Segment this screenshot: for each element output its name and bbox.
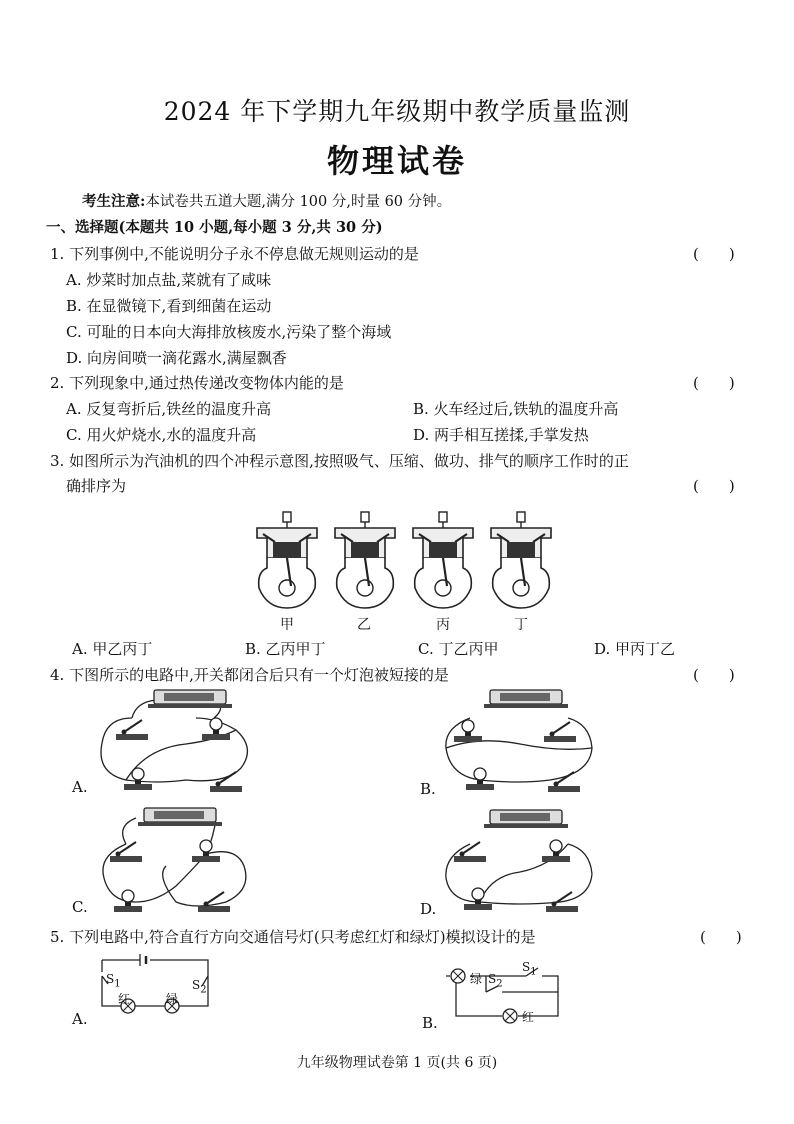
q5a-green-label: 绿 — [166, 992, 179, 1006]
q2-option-b: B. 火车经过后,铁轨的温度升高 — [413, 400, 619, 418]
circuit-d-figure — [440, 806, 610, 916]
q2-answer-paren: ( ) — [693, 374, 735, 392]
q5b-s1-letter: S — [522, 960, 531, 974]
circuit-b-figure — [440, 688, 610, 798]
q5-answer-paren: ( ) — [700, 928, 742, 946]
q3-option-b: B. 乙丙甲丁 — [245, 640, 326, 658]
subject-title: 物理试卷 — [326, 142, 467, 180]
notice-text: 本试卷共五道大题,满分 100 分,时量 60 分钟。 — [145, 194, 452, 210]
q5b-s1-sub: 1 — [530, 966, 537, 978]
q3-option-d: D. 甲丙丁乙 — [594, 640, 676, 658]
q5b-red-label: 红 — [522, 1010, 535, 1024]
circuit-a-figure — [96, 688, 266, 798]
engine-stroke-yi — [335, 512, 395, 608]
circuit-label-b: B. — [420, 780, 436, 798]
page-footer: 九年级物理试卷第 1 页(共 6 页) — [296, 1055, 498, 1071]
q5a-s1-label — [106, 972, 121, 989]
engine-label-yi: 乙 — [357, 617, 371, 633]
q5a-red-label: 红 — [118, 992, 131, 1006]
q1-option-b: B. 在显微镜下,看到细菌在运动 — [66, 297, 272, 315]
engine-label-jia: 甲 — [280, 617, 294, 633]
circuit-label-d: D. — [420, 900, 437, 918]
q3-stem-line2: 确排序为 — [66, 477, 127, 495]
q1-stem: 1. 下列事例中,不能说明分子永不停息做无规则运动的是 — [50, 245, 419, 263]
q5-circuit-b-figure — [446, 962, 566, 1028]
engine-stroke-jia — [257, 512, 317, 608]
q1-option-a: A. 炒菜时加点盐,菜就有了咸味 — [66, 271, 272, 289]
q2-option-d: D. 两手相互搓揉,手掌发热 — [413, 426, 589, 444]
exam-title: 2024 年下学期九年级期中教学质量监测 — [163, 97, 631, 126]
q1-option-d: D. 向房间喷一滴花露水,满屋飘香 — [66, 349, 287, 367]
q3-stem-line1: 3. 如图所示为汽油机的四个冲程示意图,按照吸气、压缩、做功、排气的顺序工作时的正 — [50, 452, 629, 470]
exam-notice — [82, 190, 451, 211]
q5a-s2-letter: S — [192, 978, 201, 992]
q5a-s2-label — [192, 978, 207, 995]
q3-answer-paren: ( ) — [693, 477, 735, 495]
q4-answer-paren: ( ) — [693, 666, 735, 684]
q5b-s2-letter: S — [488, 972, 497, 986]
q5b-s2-sub: 2 — [496, 978, 503, 990]
engine-strokes-figure — [255, 510, 555, 615]
q5b-s2-label — [488, 972, 503, 989]
q5b-green-label: 绿 — [470, 972, 483, 986]
engine-stroke-bing — [413, 512, 473, 608]
q5b-s1-label — [522, 960, 537, 977]
q3-option-c: C. 丁乙丙甲 — [418, 640, 499, 658]
q5-stem: 5. 下列电路中,符合直行方向交通信号灯(只考虑红灯和绿灯)模拟设计的是 — [50, 928, 536, 946]
q5a-s2-sub: 2 — [200, 984, 207, 996]
circuit-label-c: C. — [72, 898, 88, 916]
circuit-c-figure — [96, 806, 266, 916]
section-heading: 一、选择题(本题共 10 小题,每小题 3 分,共 30 分) — [46, 219, 383, 236]
q2-option-a: A. 反复弯折后,铁丝的温度升高 — [66, 400, 272, 418]
notice-label: 考生注意: — [82, 193, 146, 210]
circuit-label-a: A. — [72, 778, 88, 796]
engine-label-ding: 丁 — [514, 617, 528, 633]
q5a-s1-letter: S — [106, 972, 115, 986]
q3-option-a: A. 甲乙丙丁 — [72, 640, 153, 658]
q5-figure-label-a: A. — [72, 1010, 88, 1028]
q5a-s1-sub: 1 — [114, 978, 121, 990]
q1-option-c: C. 可耻的日本向大海排放核废水,污染了整个海域 — [66, 323, 392, 341]
engine-label-bing: 丙 — [436, 617, 450, 633]
q2-option-c: C. 用火炉烧水,水的温度升高 — [66, 426, 257, 444]
q2-stem: 2. 下列现象中,通过热传递改变物体内能的是 — [50, 374, 344, 392]
q5-figure-label-b: B. — [422, 1014, 438, 1032]
q4-stem: 4. 下图所示的电路中,开关都闭合后只有一个灯泡被短接的是 — [50, 666, 449, 684]
q1-answer-paren: ( ) — [693, 245, 735, 263]
engine-stroke-ding — [491, 512, 551, 608]
